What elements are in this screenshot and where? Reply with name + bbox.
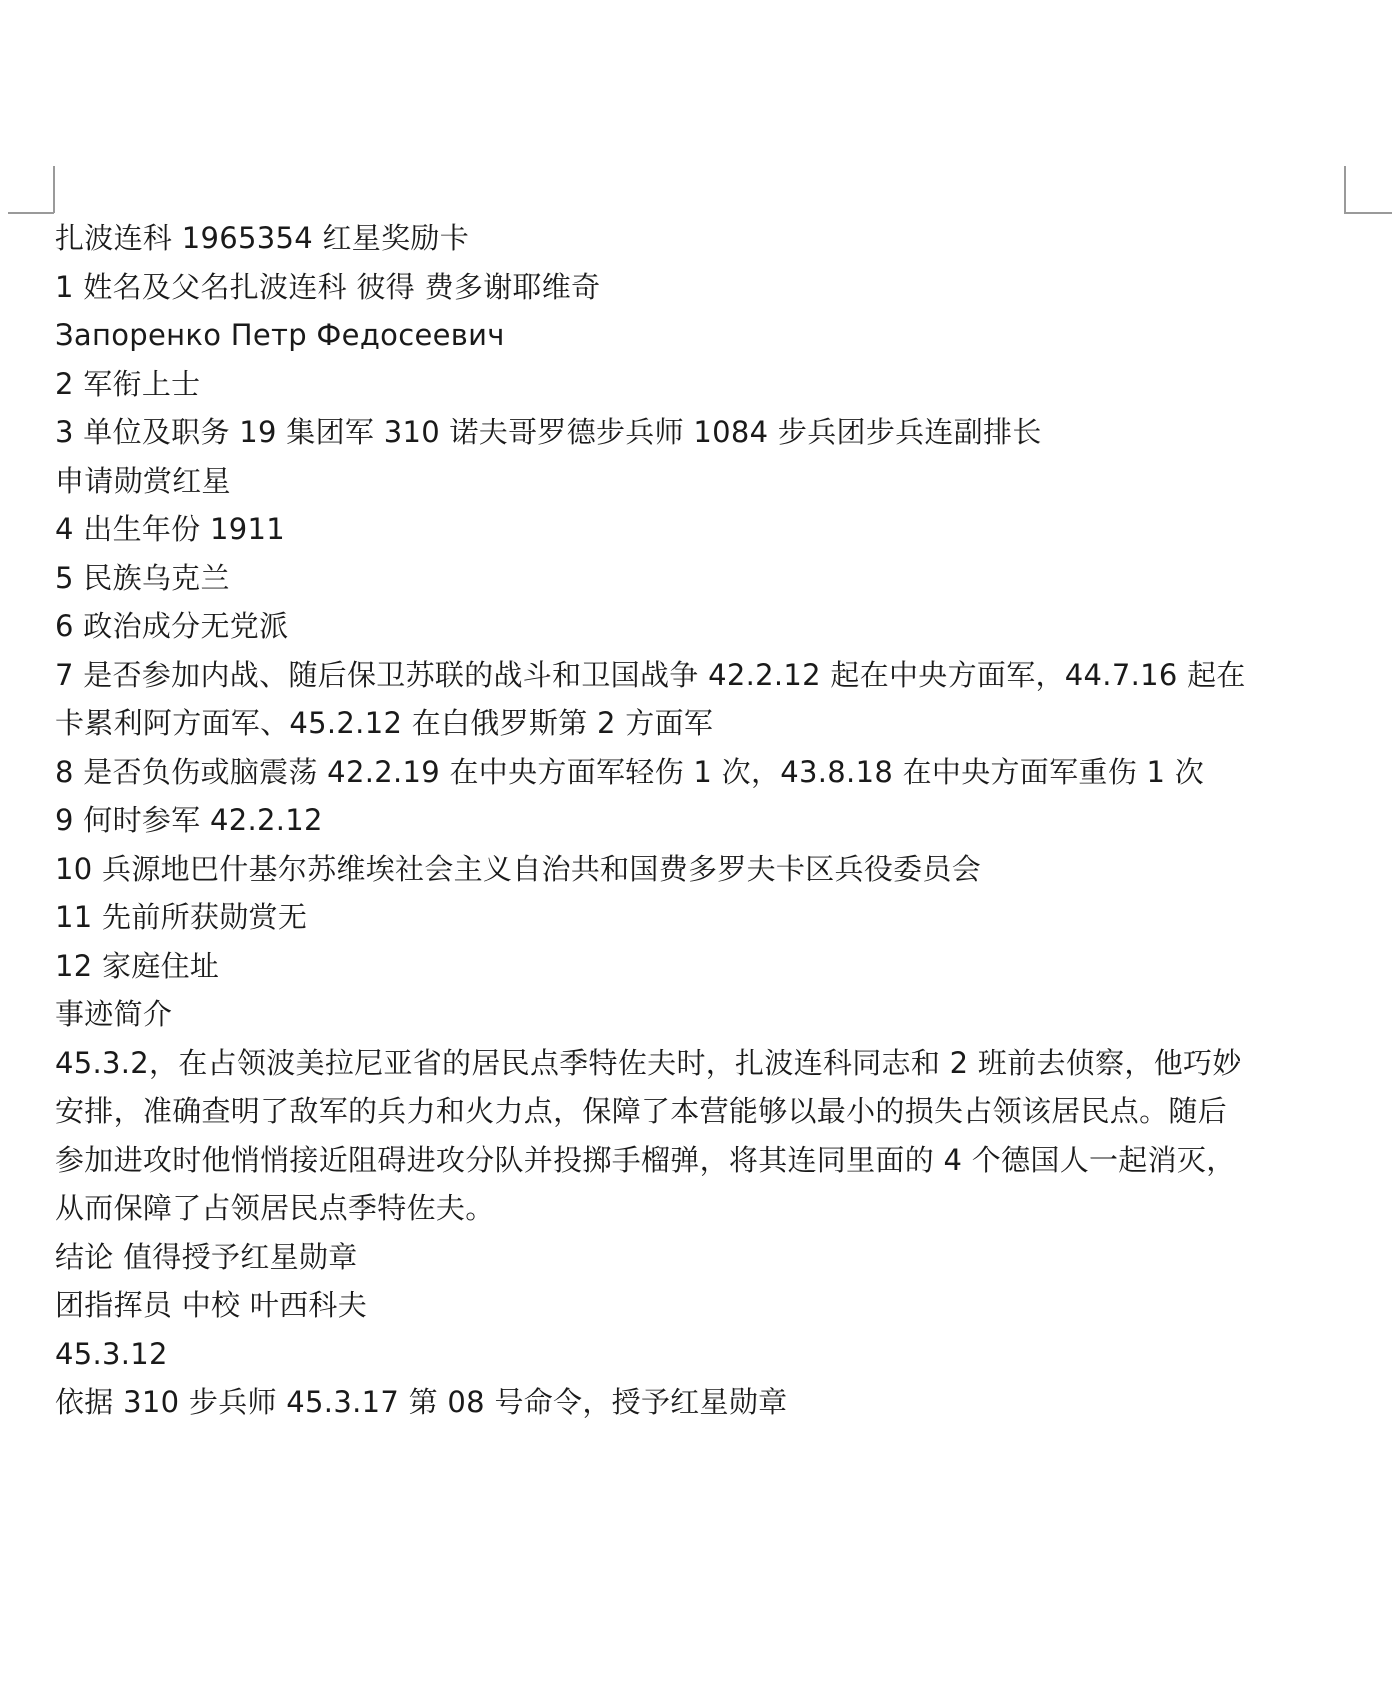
field-service-line-2: 卡累利阿方面军、45.2.12 在白俄罗斯第 2 方面军 — [55, 706, 714, 740]
award-order: 依据 310 步兵师 45.3.17 第 08 号命令，授予红星勋章 — [55, 1385, 788, 1419]
field-party: 6 政治成分无党派 — [55, 609, 289, 643]
field-previous-awards: 11 先前所获勋赏无 — [55, 900, 308, 934]
field-service-line-1: 7 是否参加内战、随后保卫苏联的战斗和卫国战争 42.2.12 起在中央方面军，44.7.16 起在 — [55, 657, 1246, 692]
field-draft-office: 10 兵源地巴什基尔苏维埃社会主义自治共和国费多罗夫卡区兵役委员会 — [55, 851, 982, 886]
field-birth-year: 4 出生年份 1911 — [55, 512, 285, 546]
document-body — [55, 214, 1347, 1427]
commander-signature: 团指挥员 中校 叶西科夫 — [55, 1288, 368, 1322]
document-title: 扎波连科 1965354 红星奖励卡 — [55, 221, 469, 255]
signature-date: 45.3.12 — [55, 1336, 168, 1371]
field-enlistment: 9 何时参军 42.2.12 — [55, 803, 323, 837]
top-right-margin-mark — [1344, 166, 1394, 214]
field-nationality: 5 民族乌克兰 — [55, 560, 230, 595]
top-left-margin-mark — [8, 166, 56, 214]
deeds-line-2: 安排，准确查明了敌军的兵力和火力点，保障了本营能够以最小的损失占领该居民点。随后 — [55, 1094, 1228, 1128]
field-unit-position: 3 单位及职务 19 集团军 310 诺夫哥罗德步兵师 1084 步兵团步兵连副排长 — [55, 415, 1042, 449]
award-request: 申请勋赏红星 — [55, 463, 231, 498]
deeds-line-1: 45.3.2，在占领波美拉尼亚省的居民点季特佐夫时，扎波连科同志和 2 班前去侦察，他巧妙 — [55, 1045, 1242, 1080]
field-name-russian: Запоренко Петр Федосеевич — [55, 318, 505, 352]
deeds-line-4: 从而保障了占领居民点季特佐夫。 — [55, 1191, 495, 1225]
field-wounds: 8 是否负伤或脑震荡 42.2.19 在中央方面军轻伤 1 次，43.8.18 在中央方面军重伤 1 次 — [55, 754, 1205, 789]
conclusion: 结论 值得授予红星勋章 — [55, 1239, 358, 1274]
deeds-line-3: 参加进攻时他悄悄接近阻碍进攻分队并投掷手榴弹，将其连同里面的 4 个德国人一起消灭， — [55, 1142, 1236, 1177]
deeds-heading: 事迹简介 — [55, 997, 173, 1031]
field-name: 1 姓名及父名扎波连科 彼得 费多谢耶维奇 — [55, 269, 601, 304]
field-rank: 2 军衔上士 — [55, 366, 201, 401]
field-home-address: 12 家庭住址 — [55, 948, 220, 983]
